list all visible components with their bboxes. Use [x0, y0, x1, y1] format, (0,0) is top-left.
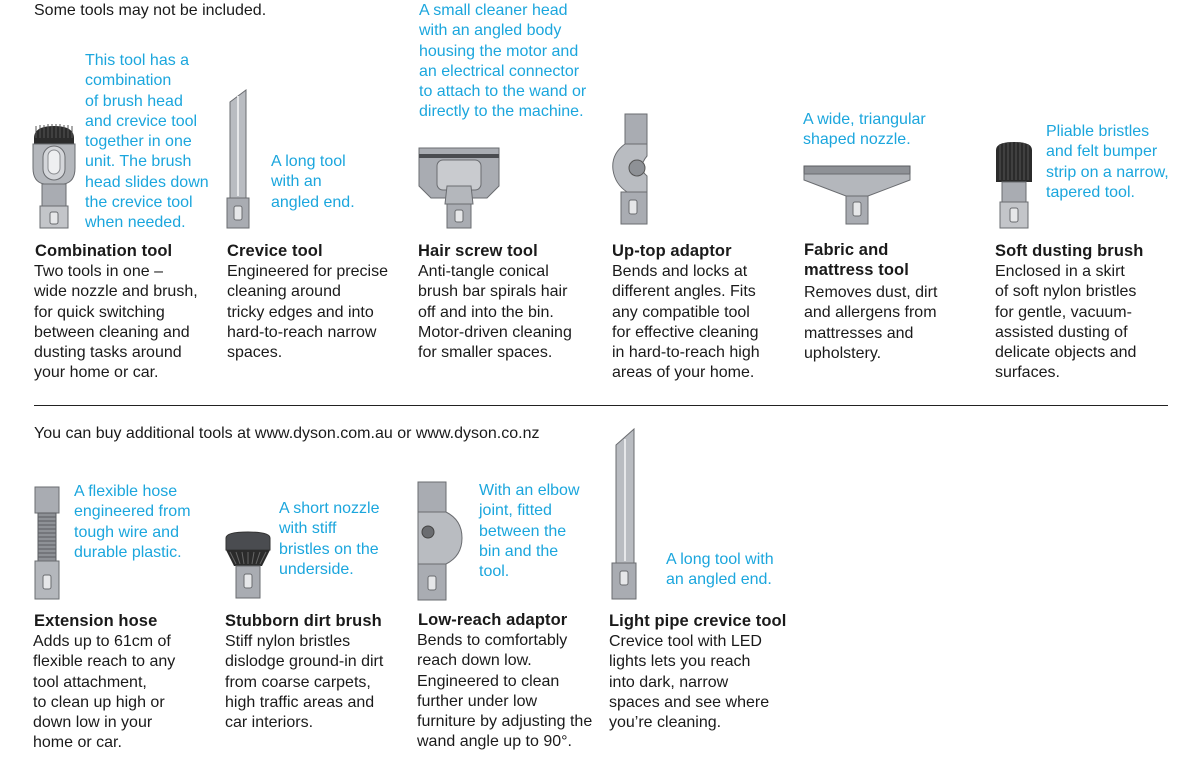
tool-title: Combination tool — [35, 242, 173, 260]
callout-fabric-mattress: A wide, triangular shaped nozzle. — [803, 111, 926, 149]
tool-title: Extension hose — [34, 612, 158, 630]
tool-title: Up-top adaptor — [612, 242, 732, 260]
combination-tool-icon — [30, 124, 78, 230]
tool-description: Bends and locks at different angles. Fits any compatible tool for effective cleaning in hard-to-reach high areas of your home. — [612, 263, 760, 382]
tool-title: Stubborn dirt brush — [225, 612, 382, 630]
tool-title: Light pipe crevice tool — [609, 612, 787, 630]
stubborn-dirt-brush-icon — [222, 530, 274, 600]
callout-hair-screw: A small cleaner head with an angled body housing the motor and an electrical connector to attach to the wand or directly to the machine. — [419, 2, 587, 121]
hair-screw-tool-icon — [417, 146, 501, 230]
callout-light-pipe: A long tool with an angled end. — [666, 551, 774, 589]
callout-stubborn-dirt: A short nozzle with stiff bristles on the underside. — [279, 500, 380, 578]
callout-extension-hose: A flexible hose engineered from tough wire and durable plastic. — [74, 483, 191, 561]
tool-description: Adds up to 61cm of flexible reach to any tool attachment, to clean up high or down low in your home or car. — [33, 633, 176, 752]
tool-description: Crevice tool with LED lights lets you reach into dark, narrow spaces and see where you’re cleaning. — [609, 633, 770, 732]
callout-low-reach: With an elbow joint, fitted between the bin and the tool. — [479, 482, 580, 581]
tool-title: Low-reach adaptor — [418, 611, 568, 629]
tool-title: Fabric and mattress tool — [804, 241, 909, 280]
tool-title: Soft dusting brush — [995, 242, 1144, 260]
tool-description: Bends to comfortably reach down low. Engineered to clean further under low furniture by adjusting the wand angle up to 90°. — [417, 632, 593, 751]
tool-description: Two tools in one – wide nozzle and brush, for quick switching between cleaning and dusting tasks around your home or car. — [34, 263, 198, 382]
tool-description: Anti-tangle conical brush bar spirals hair off and into the bin. Motor-driven cleaning for smaller spaces. — [418, 263, 572, 362]
tool-title: Hair screw tool — [418, 242, 538, 260]
tool-description: Removes dust, dirt and allergens from mattresses and upholstery. — [804, 284, 938, 362]
callout-crevice: A long tool with an angled end. — [271, 153, 355, 211]
callout-combination: This tool has a combination of brush head and crevice tool together in one unit. The brush head slides down the crevice tool when needed. — [85, 52, 209, 232]
light-pipe-crevice-tool-icon — [608, 427, 638, 601]
soft-dusting-brush-icon — [994, 140, 1034, 230]
top-note: Some tools may not be included. — [34, 2, 267, 19]
tool-description: Enclosed in a skirt of soft nylon bristles for gentle, vacuum- assisted dusting of delicate objects and surfaces. — [995, 263, 1137, 382]
tool-title: Crevice tool — [227, 242, 323, 260]
low-reach-adaptor-icon — [416, 480, 464, 602]
extension-hose-icon — [33, 485, 61, 601]
fabric-mattress-tool-icon — [802, 164, 912, 226]
up-top-adaptor-icon — [609, 112, 653, 226]
section-divider — [34, 405, 1168, 406]
buy-note: You can buy additional tools at www.dyson.com.au or www.dyson.co.nz — [34, 425, 540, 442]
tool-description: Stiff nylon bristles dislodge ground-in dirt from coarse carpets, high traffic areas and car interiors. — [225, 633, 384, 732]
callout-soft-dusting: Pliable bristles and felt bumper strip on a narrow, tapered tool. — [1046, 123, 1169, 201]
crevice-tool-icon — [224, 88, 252, 230]
tool-description: Engineered for precise cleaning around tricky edges and into hard-to-reach narrow spaces. — [227, 263, 388, 362]
